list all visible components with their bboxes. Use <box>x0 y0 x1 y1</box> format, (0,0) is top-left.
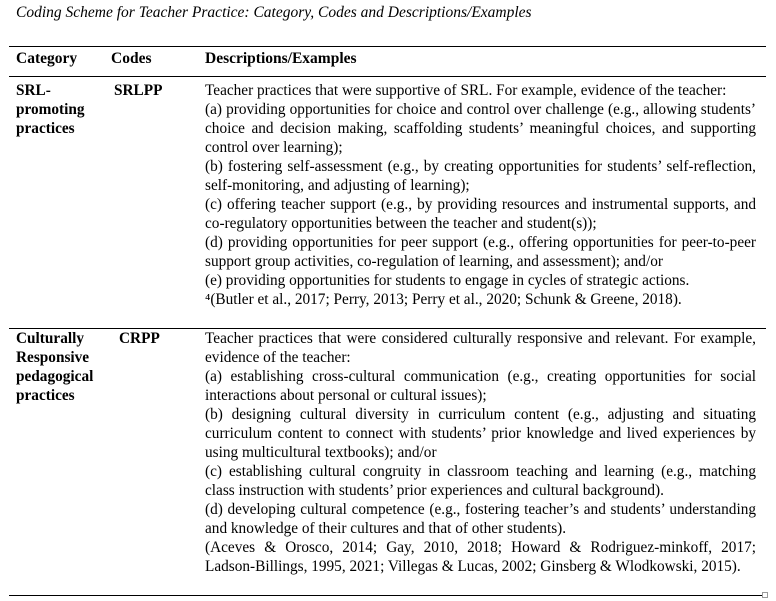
table-bottom-rule <box>9 595 766 596</box>
description-paragraph: (b) fostering self-assessment (e.g., by creating opportunities for students’ self-reflection, self-monitoring, and adjusting of learning); <box>205 158 756 194</box>
table-top-rule <box>9 46 766 47</box>
row-crpp-description <box>205 329 756 576</box>
header-category: Category <box>16 50 78 67</box>
description-paragraph: (d) developing cultural competence (e.g., fostering teacher’s and students’ understanding and knowledge of their cultures and that of other students). <box>205 501 756 537</box>
description-paragraph: (a) establishing cross-cultural communication (e.g., creating opportunities for social interactions about personal or cultural issues); <box>205 368 756 404</box>
description-paragraph: (c) offering teacher support (e.g., by providing resources and instrumental supports, and co-regulatory opportunities between the teacher and student(s)); <box>205 196 756 232</box>
description-paragraph: Teacher practices that were supportive of SRL. For example, evidence of the teacher: <box>205 82 727 99</box>
description-paragraph: Teacher practices that were considered culturally responsive and relevant. For example, evidence of the teacher: <box>205 330 756 366</box>
description-paragraph: (e) providing opportunities for students to engage in cycles of strategic actions. <box>205 272 690 289</box>
description-references: (Aceves & Orosco, 2014; Gay, 2010, 2018; Howard & Rodriguez-minkoff, 2017; Ladson-Billings, 1995, 2021; Villegas & Lucas, 2002; Ginsberg & Wlodkowski, 2015). <box>205 539 756 575</box>
row-srl-description <box>205 81 756 309</box>
row-srl-code: SRLPP <box>114 82 163 99</box>
row-crpp-category: Culturally Responsive pedagogical practices <box>16 330 94 404</box>
header-descriptions: Descriptions/Examples <box>205 50 357 67</box>
table-end-marker <box>762 592 768 598</box>
row-srl-category: SRL-promoting practices <box>16 82 85 137</box>
description-paragraph: (d) providing opportunities for peer support (e.g., offering opportunities for peer-to-peer support group activities, co-regulation of learning, and assessment); and/or <box>205 234 756 270</box>
header-codes: Codes <box>111 50 152 67</box>
row-crpp-code: CRPP <box>119 330 160 347</box>
description-references: ⁴(Butler et al., 2017; Perry, 2013; Perry et al., 2020; Schunk & Greene, 2018). <box>205 291 682 308</box>
header-bottom-rule <box>9 76 766 77</box>
description-paragraph: (a) providing opportunities for choice and control over challenge (e.g., allowing students’ choice and decision making, scaffolding students’ meaningful choices, and supporting control over learning); <box>205 101 756 156</box>
table-caption: Coding Scheme for Teacher Practice: Category, Codes and Descriptions/Examples <box>16 4 532 21</box>
description-paragraph: (c) establishing cultural congruity in classroom teaching and learning (e.g., matching class instruction with students’ prior experiences and cultural background). <box>205 463 756 499</box>
description-paragraph: (b) designing cultural diversity in curriculum content (e.g., adjusting and situating curriculum content to connect with students’ prior knowledge and lived experiences by using multicultural textbooks); and/or <box>205 406 756 461</box>
